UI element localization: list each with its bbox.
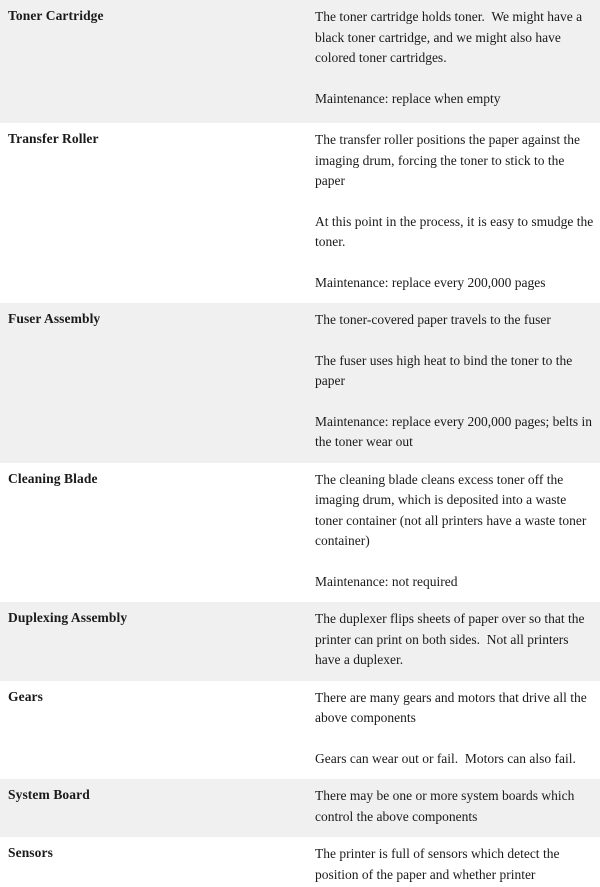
description-paragraph: There are many gears and motors that drive all the above components — [315, 689, 591, 725]
description-paragraph: The toner-covered paper travels to the fuser — [315, 312, 551, 327]
component-term-label: Duplexing Assembly — [8, 610, 128, 625]
table-row — [0, 602, 600, 681]
description-paragraph: At this point in the process, it is easy to smudge the toner. — [315, 213, 597, 249]
component-description-cell — [315, 463, 600, 603]
table-row — [0, 0, 600, 123]
component-term-cell — [0, 602, 315, 681]
description-paragraph: The cleaning blade cleans excess toner off the imaging drum, which is deposited into a waste toner container (not all printers have a waste toner container) — [315, 471, 590, 548]
component-term-cell — [0, 0, 315, 123]
component-description-cell — [315, 837, 600, 887]
component-term-cell — [0, 123, 315, 303]
component-description-cell — [315, 123, 600, 303]
component-term-label: System Board — [8, 787, 90, 802]
description-paragraph: Maintenance: replace when empty — [315, 90, 501, 106]
component-term-label: Fuser Assembly — [8, 311, 101, 326]
description-paragraph: There may be one or more system boards which control the above components — [315, 788, 578, 824]
component-description-cell — [315, 303, 600, 463]
description-paragraph: Maintenance: replace every 200,000 pages; belts in the toner wear out — [315, 413, 596, 449]
component-term-label: Toner Cartridge — [8, 8, 104, 23]
description-paragraph: Maintenance: replace every 200,000 pages — [315, 274, 546, 290]
component-term-cell — [0, 837, 315, 887]
table-row — [0, 779, 600, 837]
description-paragraph: The toner cartridge holds toner. We might have a black toner cartridge, and we might also have colored toner cartridges. — [315, 9, 586, 65]
description-paragraph: Gears can wear out or fail. Motors can also fail. — [315, 750, 576, 766]
component-term-cell — [0, 463, 315, 603]
component-term-label: Gears — [8, 688, 43, 704]
component-term-label: Cleaning Blade — [8, 470, 98, 486]
component-description-cell — [315, 602, 600, 681]
component-term-cell — [0, 779, 315, 837]
table-row — [0, 463, 600, 603]
component-term-label: Transfer Roller — [8, 131, 99, 146]
table-row — [0, 837, 600, 887]
component-term-cell — [0, 303, 315, 463]
description-paragraph: The transfer roller positions the paper against the imaging drum, forcing the toner to stick to the paper — [315, 132, 584, 188]
table-row — [0, 123, 600, 303]
component-term-label: Sensors — [8, 845, 53, 860]
component-description-cell — [315, 681, 600, 780]
description-paragraph: The duplexer flips sheets of paper over so that the printer can print on both sides. Not all printers have a duplexer. — [315, 611, 588, 667]
description-paragraph: The fuser uses high heat to bind the toner to the paper — [315, 352, 576, 388]
component-term-cell — [0, 681, 315, 780]
table-row — [0, 681, 600, 780]
table-row — [0, 303, 600, 463]
component-description-cell — [315, 779, 600, 837]
description-paragraph: The printer is full of sensors which detect the position of the paper and whether printer — [315, 846, 563, 882]
description-paragraph: Maintenance: not required — [315, 573, 458, 589]
component-description-cell — [315, 0, 600, 123]
